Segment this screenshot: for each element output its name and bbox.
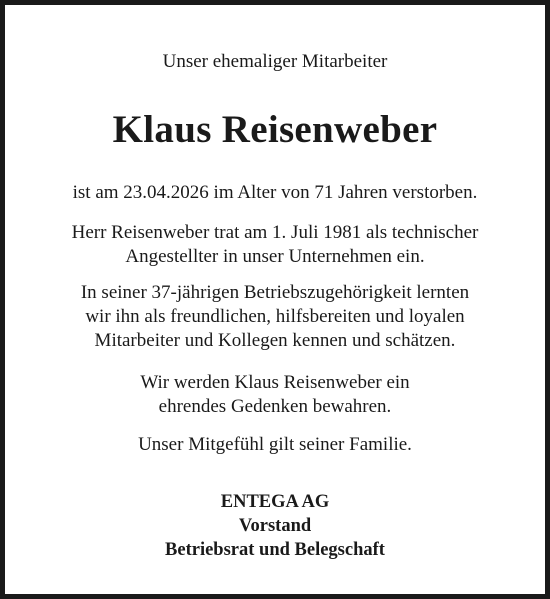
paragraph-condolence [10, 433, 540, 457]
text-line: Herr Reisenweber trat am 1. Juli 1981 als technischer [71, 222, 479, 243]
text-line: In seiner 37-jährigen Betriebszugehörigkeit lernten [80, 282, 470, 303]
signature-company: ENTEGA AG [220, 492, 330, 512]
paragraph-remembrance [10, 371, 540, 419]
intro-line: Unser ehemaliger Mitarbeiter [162, 51, 388, 72]
text-line: wir ihn als freundlichen, hilfsbereiten und loyalen [85, 306, 465, 327]
paragraph-appreciation [10, 281, 540, 353]
signature-board: Vorstand [238, 516, 312, 536]
notice-content [10, 10, 540, 589]
text-line: Mitarbeiter und Kollegen kennen und schätzen. [94, 330, 456, 351]
text-line: Wir werden Klaus Reisenweber ein [140, 372, 410, 393]
paragraph-employment [10, 221, 540, 269]
text-line: Angestellter in unser Unternehmen ein. [125, 246, 425, 267]
text-line: ist am 23.04.2026 im Alter von 71 Jahren verstorben. [72, 182, 478, 203]
paragraph-death-date [10, 181, 540, 205]
text-line: Unser Mitgefühl gilt seiner Familie. [138, 434, 412, 455]
text-line: ehrendes Gedenken bewahren. [158, 396, 392, 417]
deceased-name: Klaus Reisenweber [112, 108, 438, 151]
signature-council: Betriebsrat und Belegschaft [165, 540, 385, 560]
